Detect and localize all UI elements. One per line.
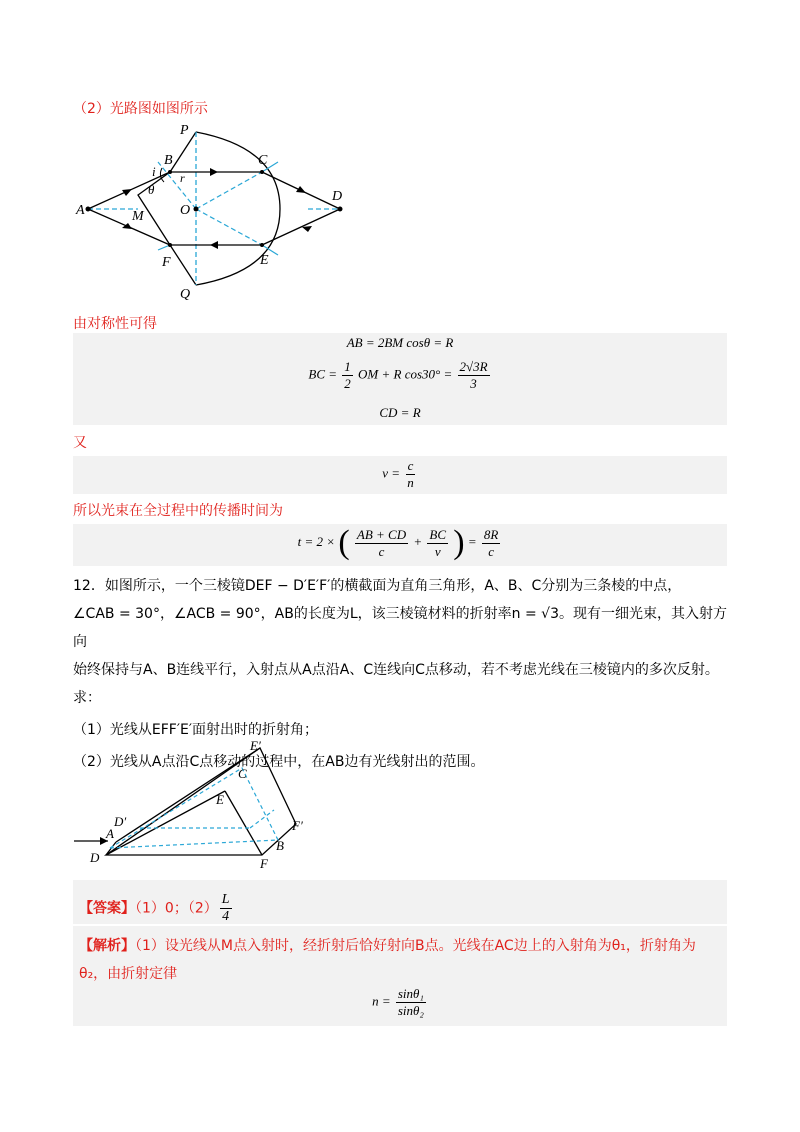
problem-line-4: 求： <box>73 690 101 706</box>
prism-figure-2 <box>70 738 330 872</box>
label-F-prime: F′ <box>292 818 303 833</box>
label-E2: E <box>216 792 224 807</box>
answer-tag: 【答案】 <box>79 900 135 917</box>
label-O: O <box>180 203 191 218</box>
label-B: B <box>164 153 173 168</box>
answer-box: 【答案】（1）0；（2） $\frac{L}{4}$ <box>73 880 727 924</box>
label-Q: Q <box>180 287 191 302</box>
formula-box-3 <box>73 524 727 566</box>
label-A2: A <box>106 826 114 841</box>
time-text: 所以光束在全过程中的传播时间为 <box>73 503 283 519</box>
label-P: P <box>180 123 189 138</box>
formula-cd: CD = R <box>379 405 421 420</box>
part2-heading: （2）光路图如图所示 <box>73 101 208 117</box>
analysis-line-2: θ₂，由折射定律 <box>79 966 178 982</box>
analysis-box <box>73 926 727 1026</box>
formula-v: v = $\frac{c}{n}$ <box>382 458 414 490</box>
label-E-prime: E′ <box>250 738 261 753</box>
label-B2: B <box>276 838 284 853</box>
label-F2: F <box>260 856 268 871</box>
formula-ab: AB = 2BM cosθ = R <box>346 335 454 350</box>
formula-box-2 <box>73 456 727 494</box>
label-theta: θ <box>148 182 155 197</box>
formula-t: t = 2 × ( $\frac{AB + CD}{c}$ + $\frac{BC}{v}$ ) = $\frac{8R}{c}$ <box>297 524 499 561</box>
optical-path-figure-1 <box>70 120 360 305</box>
label-r: r <box>180 171 185 185</box>
label-D2: D <box>90 850 100 865</box>
analysis-tag: 【解析】 <box>79 938 135 954</box>
problem-line-1: 12．如图所示，一个三棱镜DEF − D′E′F′的横截面为直角三角形，A、B、C分别为三条棱的中点， <box>73 578 682 594</box>
label-E: E <box>260 253 269 268</box>
problem-line-2: ∠CAB = 30°，∠ACB = 90°，AB的长度为L，该三棱镜材料的折射率n = √3。现有一细光束，其入射方向 <box>73 606 727 650</box>
formula-n: n = $\frac{\text{sinθ₁}}{\text{sinθ₂}}$ <box>372 986 424 1018</box>
answer-part1: （1）0；（2） <box>135 900 218 917</box>
label-F: F <box>162 255 171 270</box>
label-C: C <box>258 153 268 168</box>
question-2: （2）光线从A点沿C点移动的过程中，在AB边有光线射出的范围。 <box>73 754 485 770</box>
label-M: M <box>132 209 144 224</box>
problem-line-3: 始终保持与A、B连线平行，入射点从A点沿A、C连线向C点移动，若不考虑光线在三棱镜内的多次反射。 <box>73 662 719 678</box>
label-D-prime: D′ <box>114 814 127 829</box>
you-text: 又 <box>73 435 87 451</box>
formula-box-1 <box>73 333 727 425</box>
label-i: i <box>152 164 156 179</box>
formula-bc: BC = $\frac{1}{2}$ OM + R cos30° = $\frac{2√3R}{3}$ <box>308 359 488 391</box>
label-D: D <box>332 189 343 204</box>
analysis-line-1: （1）设光线从M点入射时，经折射后恰好射向B点。光线在AC边上的入射角为θ₁，折射角为 <box>135 938 696 954</box>
label-A: A <box>76 203 85 218</box>
label-C2: C <box>238 766 247 781</box>
symmetry-text: 由对称性可得 <box>73 316 157 332</box>
question-1: （1）光线从EFF′E′面射出时的折射角； <box>73 722 319 738</box>
